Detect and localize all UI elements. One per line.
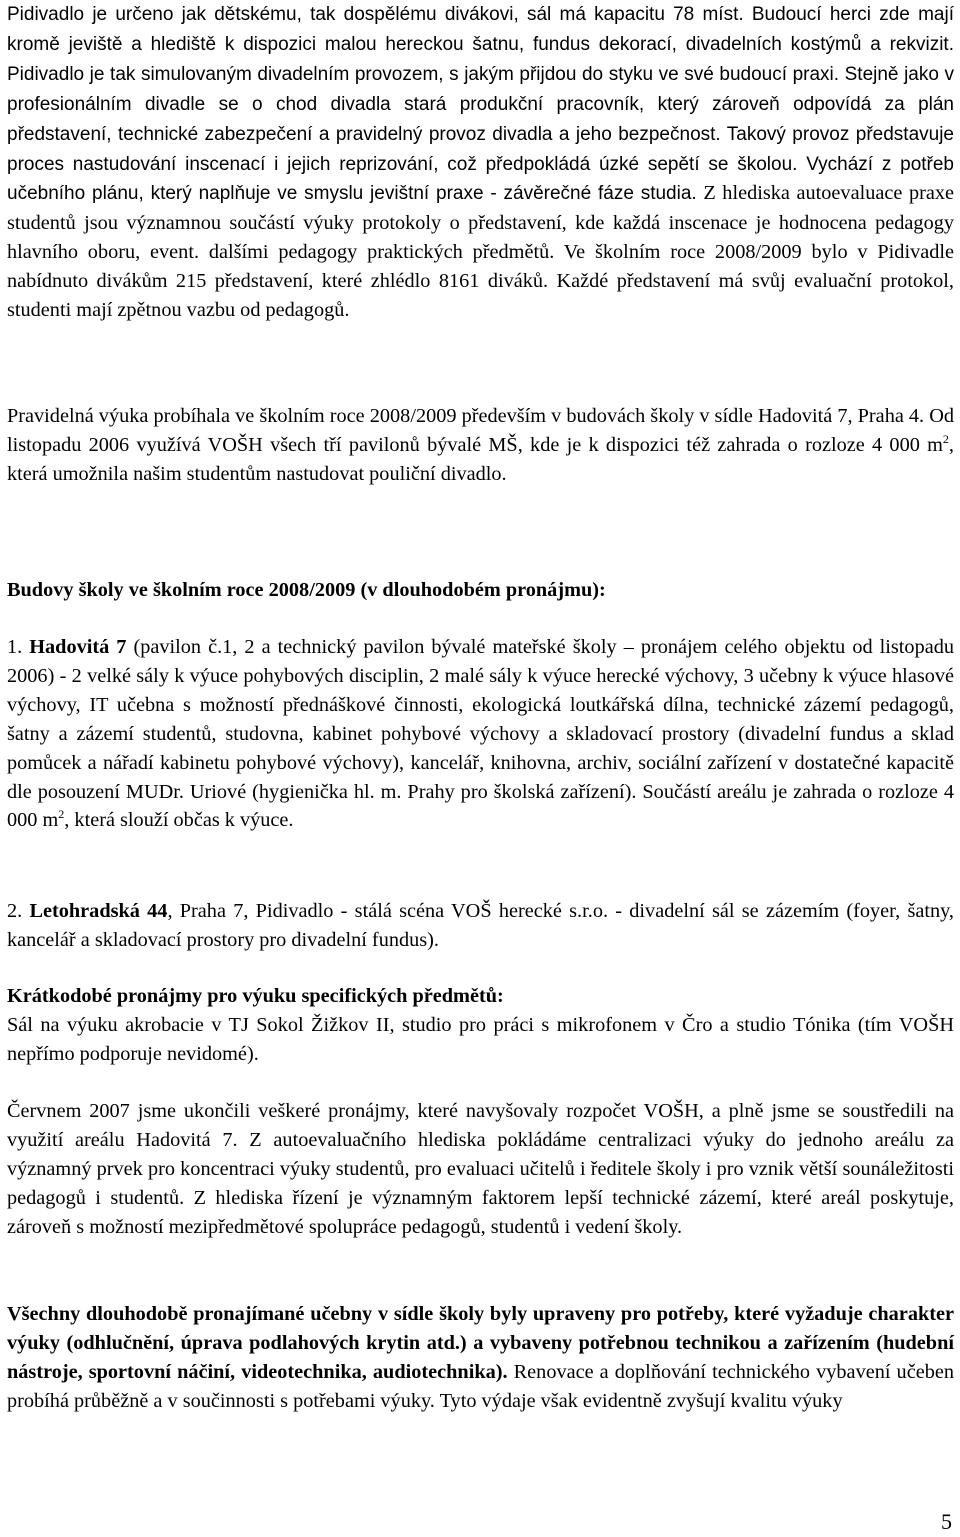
paragraph-classrooms [7,1300,954,1416]
building-item-2-text: , Praha 7, Pidivadlo - stálá scéna VOŠ herecké s.r.o. - divadelní sál se zázemím (foyer, šatny, kancelář a skladovací prostory pro divadelní fundus). [7,900,955,951]
section-heading-text: Budovy školy ve školním roce 2008/2009 (v dlouhodobém pronájmu): [7,579,606,601]
short-term-rentals-text: Sál na výuku akrobacie v TJ Sokol Žižkov II, studio pro práci s mikrofonem v Čro a studio Tónika (tím VOŠH nepřímo podporuje nevidomé). [7,1013,954,1065]
building-item-1-text: (pavilon č.1, 2 a technický pavilon bývalé mateřské školy – pronájem celého objektu od listopadu 2006) - 2 velké sály k výuce pohybových disciplin, 2 malé sály k výuce herecké výchovy, 3 učebny k výuce hlasové výchovy, IT učebna s možností přednáškové činnosti, ekologická loutkářská dílna, technické zázemí pedagogů, šatny a zázemí studentů, studovna, kabinet pohybové výchovy a skladovací prostory (divadelní fundus a sklad pomůcek a nářadí kabinetu pohybové výchovy), kancelář, knihovna, archiv, sociální zařízení v dostatečné kapacitě dle posouzení MUDr. Uriové (hygienička hl. m. Prahy pro školská zařízení). Součástí areálu je zahrada o rozloze 4 000 m [7,636,954,832]
paragraph-pidivadlo [7,0,954,325]
section-heading [7,576,954,605]
regular-teaching-text-end: , která umožnila našim studentům nastudovat pouliční divadlo. [7,433,954,485]
paragraph-pidivadlo-sans: Pidivadlo je určeno jak dětskému, tak dospělému divákovi, sál má kapacitu 78 míst. Budoucí herci zde mají kromě jeviště a hlediště k dispozici malou hereckou šatnu, fundus dekorací, divadelních kostýmů a rekvizit. Pidivadlo je tak simulovaným divadelním provozem, s jakým přijdou do styku ve své budoucí praxi. Stejně jako v profesionálním divadle se o chod divadla stará produkční pracovník, který zároveň odpovídá za plán představení, technické zabezpečení a pravidelný provoz divadla a jeho bezpečnost. Takový provoz představuje proces nastudování inscenací i jejich reprizování, což předpokládá úzké sepětí se školou. Vychází z potřeb učebního plánu, který naplňuje ve smyslu jevištní praxe - závěrečné fáze studia. [7,4,954,205]
building-item-1-text-end: , která slouží občas k výuce. [64,809,294,832]
building-item-2-name: Letohradská 44 [29,900,168,922]
paragraph-centralization-text: Červnem 2007 jsme ukončili veškeré pronájmy, které navyšovaly rozpočet VOŠH, a plně jsme se soustředili na využití areálu Hadovitá 7. Z autoevaluačního hlediska pokládáme centralizaci výuky do jednoho areálu za významný prvek pro koncentraci výuky studentů, pro evaluaci učitelů i ředitele školy i pro vznik větší sounáležitosti pedagogů i studentů. Z hlediska řízení je významným faktorem lepší technické zázemí, které areál poskytuje, zároveň s možností mezipředmětové spolupráce pedagogů, studentů i vedení školy. [7,1100,954,1238]
regular-teaching-text: Pravidelná výuka probíhala ve školním roce 2008/2009 především v budovách školy v sídle Hadovitá 7, Praha 4. Od listopadu 2006 využívá VOŠH všech tří pavilonů bývalé MŠ, kde je k dispozici též zahrada o rozloze 4 000 m [7,405,954,456]
superscript: 2 [58,807,65,822]
building-item-1 [7,633,954,835]
page-number: 5 [941,1509,952,1534]
paragraph-pidivadlo-serif: Z hlediska autoevaluace praxe studentů jsou významnou součástí výuky protokoly o představení, kde každá inscenace je hodnocena pedagogy hlavního oboru, event. dalšími pedagogy praktických předmětů. Ve školním roce 2008/2009 bylo v Pidivadle nabídnuto divákům 215 představení, které zhlédlo 8161 diváků. Každé představení má svůj evaluační protokol, studenti mají zpětnou vazbu od pedagogů. [7,182,955,322]
paragraph-classrooms-bold: Všechny dlouhodobě pronajímané učebny v sídle školy byly upraveny pro potřeby, které vyžaduje charakter výuky (odhlučnění, úprava podlahových krytin atd.) a vybaveny potřebnou technikou a zařízením (hudební nástroje, sportovní náčiní, videotechnika, audiotechnika). [7,1303,954,1383]
superscript: 2 [942,431,949,446]
paragraph-regular-teaching [7,402,954,489]
paragraph-centralization [7,1097,954,1242]
building-item-2 [7,897,954,955]
paragraph-classrooms-text: Renovace a doplňování technického vybavení učeben probíhá průběžně a v součinnosti s potřebami výuky. Tyto výdaje však evidentně zvyšují kvalitu výuky [7,1360,954,1412]
building-item-2-number: 2. [7,900,30,922]
short-term-rentals [7,982,954,1069]
short-term-rentals-title: Krátkodobé pronájmy pro výuku specifických předmětů: [7,985,504,1007]
building-item-1-number: 1. [7,636,30,658]
building-item-1-name: Hadovitá 7 [29,636,127,658]
